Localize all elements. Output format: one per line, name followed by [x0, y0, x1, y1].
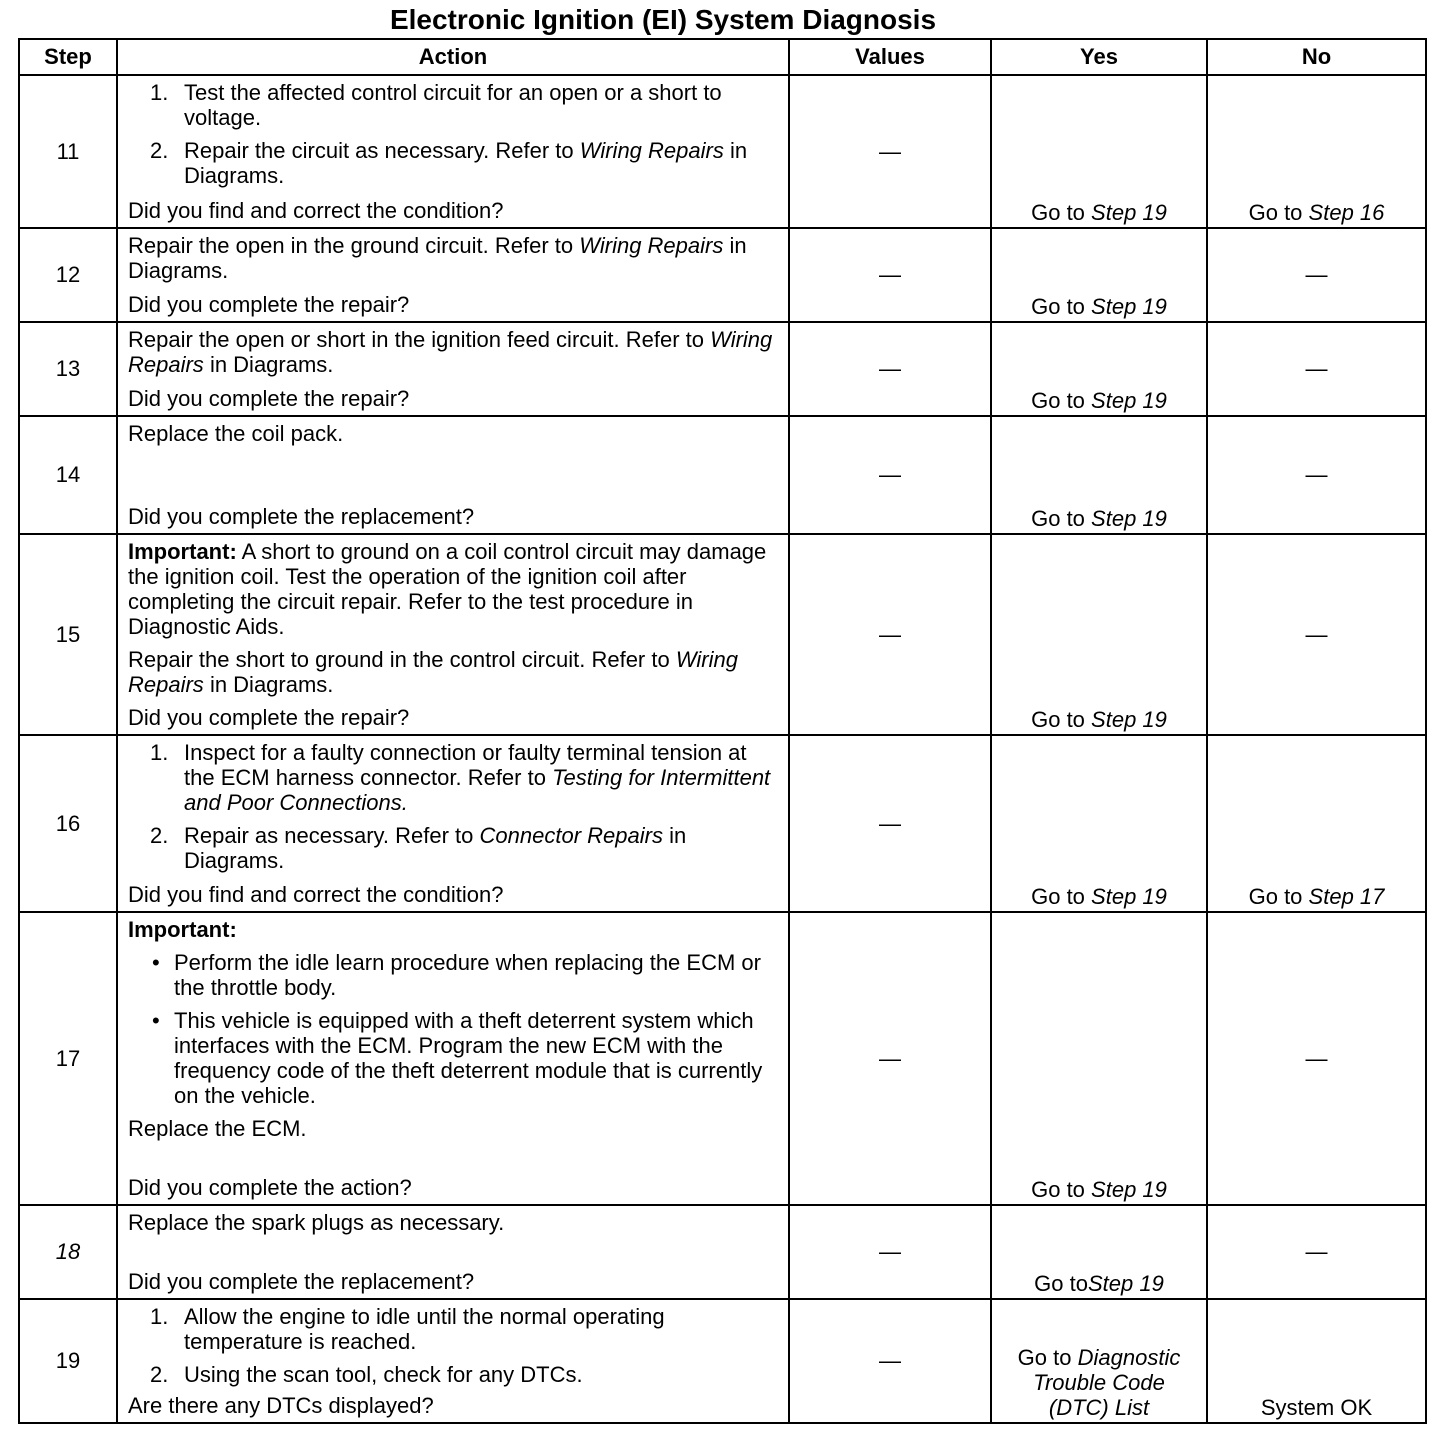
action-item: Using the scan tool, check for any DTCs.: [184, 1362, 583, 1387]
action-question: Did you find and correct the condition?: [128, 882, 504, 907]
no-cell: —: [1207, 534, 1426, 735]
important-label: Important:: [128, 917, 237, 942]
step-number: 18: [19, 1205, 117, 1299]
page-title: Electronic Ignition (EI) System Diagnosis: [389, 4, 937, 35]
values-cell: —: [789, 912, 991, 1205]
action-question: Did you find and correct the condition?: [128, 198, 504, 223]
values-cell: —: [789, 75, 991, 228]
header-step: Step: [19, 39, 117, 75]
table-row-step-19: [19, 1299, 1426, 1423]
table-row-step-12: [19, 228, 1426, 322]
action-question: Did you complete the action?: [128, 1175, 412, 1200]
important-note: Important: A short to ground on a coil control circuit may damage the ignition coil. Test the operation of the ignition coil after completing the circuit repair. Refer to the test procedure in Diagnostic Aids.: [128, 539, 767, 639]
action-cell: [117, 228, 789, 322]
header-row: [19, 39, 1426, 75]
table-row-step-17: [19, 912, 1426, 1205]
header-yes: Yes: [991, 39, 1207, 75]
table-row-step-14: [19, 416, 1426, 534]
action-question: Did you complete the repair?: [128, 705, 410, 730]
yes-cell: Go to Step 19: [991, 416, 1207, 534]
step-number: 17: [19, 912, 117, 1205]
table-row-step-15: [19, 534, 1426, 735]
step-number: 11: [19, 75, 117, 228]
table-row-step-11: [19, 75, 1426, 228]
header-values: Values: [789, 39, 991, 75]
action-text: Replace the coil pack.: [128, 421, 344, 446]
table-row-step-16: [19, 735, 1426, 912]
values-cell: —: [789, 1299, 991, 1423]
action-cell: [117, 322, 789, 416]
no-cell: —: [1207, 322, 1426, 416]
values-cell: —: [789, 534, 991, 735]
values-cell: —: [789, 322, 991, 416]
values-cell: —: [789, 1205, 991, 1299]
table-row-step-13: [19, 322, 1426, 416]
yes-cell: Go to Diagnostic Trouble Code (DTC) List: [991, 1299, 1207, 1423]
yes-cell: Go to Step 19: [991, 75, 1207, 228]
action-text: Repair the short to ground in the control circuit. Refer to Wiring Repairs in Diagrams.: [128, 647, 738, 697]
values-cell: —: [789, 735, 991, 912]
no-cell: —: [1207, 1205, 1426, 1299]
yes-cell: Go to Step 19: [991, 322, 1207, 416]
table-row-step-18: [19, 1205, 1426, 1299]
no-cell: —: [1207, 416, 1426, 534]
yes-cell: Go to Step 19: [991, 534, 1207, 735]
yes-cell: Go to Step 19: [991, 912, 1207, 1205]
action-cell: Important: • Perform the idle learn procedure when replacing the ECM or the throttle body. • This vehicle is equipped with a theft deterrent system which interfaces with the ECM. Program the new ECM with the frequency code of the theft deterrent module that is currently on the vehicle. Replace the ECM. Did you complete the action?: [117, 912, 789, 1205]
action-text: Replace the ECM.: [128, 1116, 307, 1141]
action-text: Repair the open or short in the ignition feed circuit. Refer to Wiring Repairs in Diagrams.: [128, 327, 773, 377]
step-number: 16: [19, 735, 117, 912]
header-no: No: [1207, 39, 1426, 75]
action-question: Are there any DTCs displayed?: [128, 1393, 434, 1418]
values-cell: —: [789, 228, 991, 322]
step-number: 15: [19, 534, 117, 735]
step-number: 14: [19, 416, 117, 534]
diagnosis-table: [18, 38, 1427, 1424]
bullet-item: Perform the idle learn procedure when replacing the ECM or the throttle body.: [174, 950, 761, 1000]
action-item: Repair as necessary. Refer to Connector Repairs in Diagrams.: [184, 823, 687, 873]
bullet-item: This vehicle is equipped with a theft deterrent system which interfaces with the ECM. Program the new ECM with the frequency code of the theft deterrent module that is currently on the vehicle.: [174, 1008, 763, 1108]
yes-cell: Go to Step 19: [991, 228, 1207, 322]
action-cell: 1. Inspect for a faulty connection or faulty terminal tension at the ECM harness connector. Refer to Testing for Intermittent and Poor Connections. 2. Repair as necessary. Refer to Connector Repairs in Diagrams. Did you find and correct the condition?: [117, 735, 789, 912]
action-question: Did you complete the replacement?: [128, 1269, 475, 1294]
yes-cell: Go to Step 19: [991, 735, 1207, 912]
action-cell: [117, 1205, 789, 1299]
action-item: Repair the circuit as necessary. Refer to Wiring Repairs in Diagrams.: [184, 138, 748, 188]
header-action: Action: [117, 39, 789, 75]
step-number: 12: [19, 228, 117, 322]
values-cell: —: [789, 416, 991, 534]
action-question: Did you complete the repair?: [128, 292, 410, 317]
no-cell: —: [1207, 912, 1426, 1205]
no-cell: —: [1207, 228, 1426, 322]
no-cell: Go to Step 16: [1207, 75, 1426, 228]
action-cell: [117, 416, 789, 534]
yes-cell: Go toStep 19: [991, 1205, 1207, 1299]
action-cell: 1. Allow the engine to idle until the normal operating temperature is reached. 2. Using the scan tool, check for any DTCs. Are there any DTCs displayed?: [117, 1299, 789, 1423]
action-item: Test the affected control circuit for an open or a short to voltage.: [184, 80, 722, 130]
action-cell: [117, 534, 789, 735]
step-number: 13: [19, 322, 117, 416]
no-cell: System OK: [1207, 1299, 1426, 1423]
action-text: Repair the open in the ground circuit. Refer to Wiring Repairs in Diagrams.: [128, 233, 747, 283]
action-question: Did you complete the replacement?: [128, 504, 475, 529]
step-number: 19: [19, 1299, 117, 1423]
action-item: Inspect for a faulty connection or faulty terminal tension at the ECM harness connector. Refer to Testing for Intermittent and Poor Connections.: [184, 740, 771, 815]
action-question: Did you complete the repair?: [128, 386, 410, 411]
action-item: Allow the engine to idle until the normal operating temperature is reached.: [184, 1304, 665, 1354]
no-cell: Go to Step 17: [1207, 735, 1426, 912]
action-cell: 1. Test the affected control circuit for an open or a short to voltage. 2. Repair the circuit as necessary. Refer to Wiring Repairs in Diagrams. Did you find and correct the condition?: [117, 75, 789, 228]
action-text: Replace the spark plugs as necessary.: [128, 1210, 505, 1235]
